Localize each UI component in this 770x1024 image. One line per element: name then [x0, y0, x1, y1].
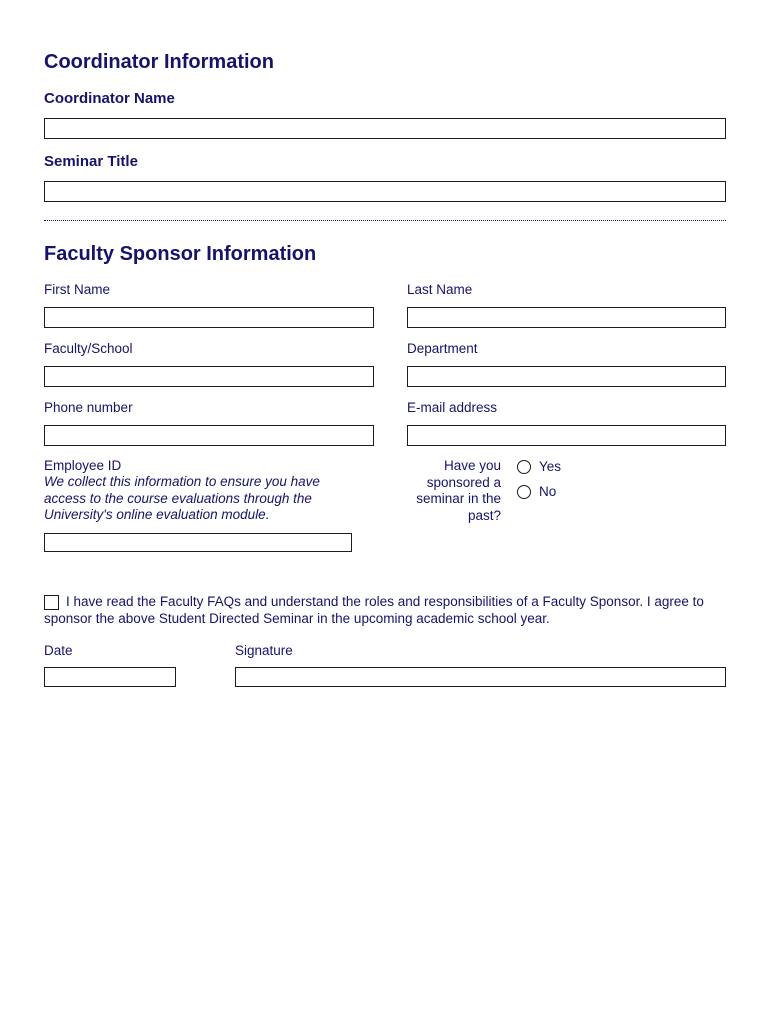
faculty-sponsor-section-title: Faculty Sponsor Information [44, 243, 317, 265]
date-label: Date [44, 643, 73, 658]
email-input[interactable] [407, 425, 726, 446]
phone-label: Phone number [44, 400, 133, 415]
coordinator-name-label: Coordinator Name [44, 90, 175, 107]
department-label: Department [407, 341, 478, 356]
sponsored-no-label: No [539, 484, 557, 499]
sponsored-question [396, 458, 501, 524]
last-name-label: Last Name [407, 282, 473, 297]
coordinator-section-title: Coordinator Information [44, 51, 274, 73]
sponsored-no-radio[interactable] [517, 485, 531, 499]
sponsored-question-line: past? [467, 507, 501, 523]
section-divider [44, 220, 726, 221]
faculty-school-label: Faculty/School [44, 341, 133, 356]
seminar-title-label: Seminar Title [44, 153, 138, 170]
sponsored-question-line: Have you [443, 458, 501, 473]
seminar-title-input[interactable] [44, 181, 726, 202]
faculty-school-input[interactable] [44, 366, 374, 387]
agreement-text: I have read the Faculty FAQs and understand the roles and responsibilities of a Faculty Sponsor. I agree to sponsor the above Student Directed Seminar in the upcoming academic school year. [44, 594, 704, 626]
employee-id-label: Employee ID [44, 458, 122, 473]
email-label: E-mail address [407, 400, 498, 415]
signature-label: Signature [235, 643, 293, 658]
coordinator-name-input[interactable] [44, 118, 726, 139]
first-name-input[interactable] [44, 307, 374, 328]
phone-input[interactable] [44, 425, 374, 446]
sponsored-yes-radio[interactable] [517, 460, 531, 474]
sponsored-question-line: seminar in the [416, 491, 501, 506]
first-name-label: First Name [44, 282, 111, 297]
employee-id-input[interactable] [44, 533, 352, 552]
sponsored-question-line: sponsored a [426, 474, 501, 490]
sponsored-yes-label: Yes [539, 459, 562, 474]
employee-id-note: We collect this information to ensure you have access to the course evaluations through the University's online evaluation module. [44, 474, 320, 522]
last-name-input[interactable] [407, 307, 726, 328]
date-input[interactable] [44, 667, 176, 687]
signature-input[interactable] [235, 667, 726, 687]
department-input[interactable] [407, 366, 726, 387]
